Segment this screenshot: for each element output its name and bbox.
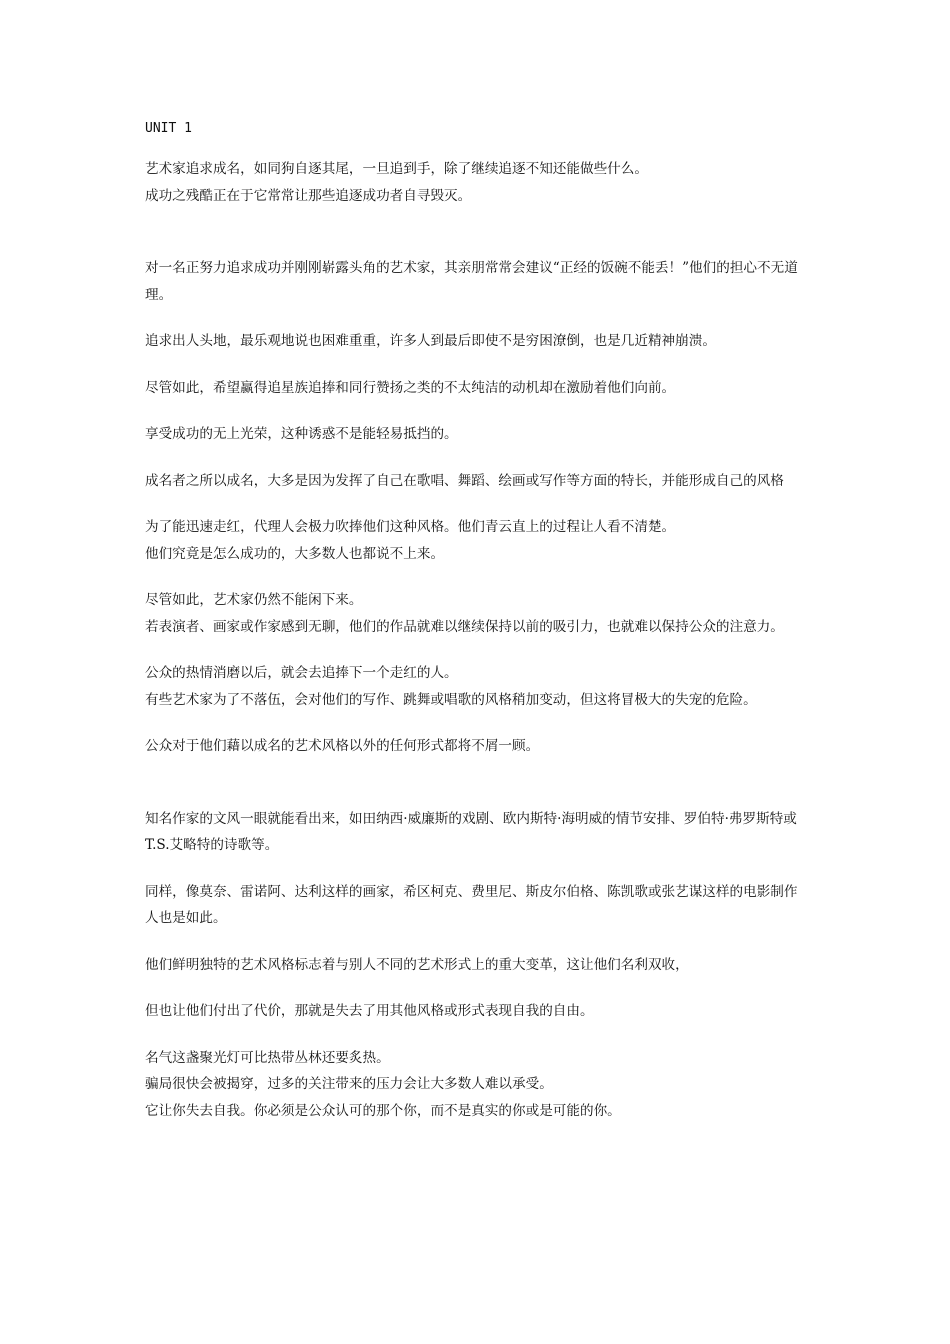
text-line: 名气这盏聚光灯可比热带丛林还要炙热。 xyxy=(145,1049,390,1066)
paragraph xyxy=(145,328,810,355)
text-line: 公众对于他们藉以成名的艺术风格以外的任何形式都将不屑一顾。 xyxy=(145,738,540,754)
text-line: 对一名正努力追求成功并刚刚崭露头角的艺术家，其亲朋常常会建议“正经的饭碗不能丢！”他们的担心不无道理。 xyxy=(145,260,798,303)
text-line: 他们究竟是怎么成功的，大多数人也都说不上来。 xyxy=(145,545,445,562)
document-page xyxy=(145,116,810,1144)
text-line: 成功之残酷正在于它常常让那些追逐成功者自寻毁灭。 xyxy=(145,187,472,204)
text-line: 同样，像莫奈、雷诺阿、达利这样的画家，希区柯克、费里尼、斯皮尔伯格、陈凯歌或张艺谋这样的电影制作人也是如此。 xyxy=(145,883,798,926)
text-line: 享受成功的无上光荣，这种诱惑不是能轻易抵挡的。 xyxy=(145,426,458,442)
text-line: 若表演者、画家或作家感到无聊，他们的作品就难以继续保持以前的吸引力，也就难以保持公众的注意力。 xyxy=(145,618,784,635)
paragraph xyxy=(145,468,810,495)
text-line: 为了能迅速走红，代理人会极力吹捧他们这种风格。他们青云直上的过程让人看不清楚。 xyxy=(145,519,676,535)
paragraph xyxy=(145,733,810,760)
text-line: 尽管如此，艺术家仍然不能闲下来。 xyxy=(145,592,363,608)
text-line: 知名作家的文风一眼就能看出来，如田纳西·威廉斯的戏剧、欧内斯特·海明威的情节安排、罗伯特·弗罗斯特或 T.S.艾略特的诗歌等。 xyxy=(145,810,797,853)
paragraph xyxy=(145,1045,810,1125)
paragraph xyxy=(145,375,810,402)
text-line: 成名者之所以成名，大多是因为发挥了自己在歌唱、舞蹈、绘画或写作等方面的特长，并能形成自己的风格 xyxy=(145,472,784,489)
paragraph xyxy=(145,255,810,308)
paragraph xyxy=(145,587,810,640)
paragraph xyxy=(145,660,810,713)
text-line: 有些艺术家为了不落伍，会对他们的写作、跳舞或唱歌的风格稍加变动，但这将冒极大的失宠的危险。 xyxy=(145,691,757,708)
paragraph xyxy=(145,998,810,1025)
paragraph xyxy=(145,514,810,567)
text-line: 但也让他们付出了代价，那就是失去了用其他风格或形式表现自我的自由。 xyxy=(145,1003,594,1019)
text-line: 它让你失去自我。你必须是公众认可的那个你，而不是真实的你或是可能的你。 xyxy=(145,1102,621,1119)
text-line: 艺术家追求成名，如同狗自逐其尾，一旦追到手，除了继续追逐不知还能做些什么。 xyxy=(145,161,648,177)
paragraph xyxy=(145,952,810,979)
unit-heading: UNIT 1 xyxy=(145,121,192,136)
text-line: 他们鲜明独特的艺术风格标志着与别人不同的艺术形式上的重大变革，这让他们名利双收， xyxy=(145,956,689,973)
paragraph xyxy=(145,806,810,859)
text-line: 尽管如此，希望赢得追星族追捧和同行赞扬之类的不太纯洁的动机却在激励着他们向前。 xyxy=(145,379,676,396)
text-line: 追求出人头地，最乐观地说也困难重重，许多人到最后即使不是穷困潦倒，也是几近精神崩溃。 xyxy=(145,333,716,349)
text-line: 骗局很快会被揭穿，过多的关注带来的压力会让大多数人难以承受。 xyxy=(145,1076,553,1092)
paragraph xyxy=(145,421,810,448)
paragraph xyxy=(145,879,810,932)
text-line: 公众的热情消磨以后，就会去追捧下一个走红的人。 xyxy=(145,665,458,681)
paragraph xyxy=(145,156,810,209)
